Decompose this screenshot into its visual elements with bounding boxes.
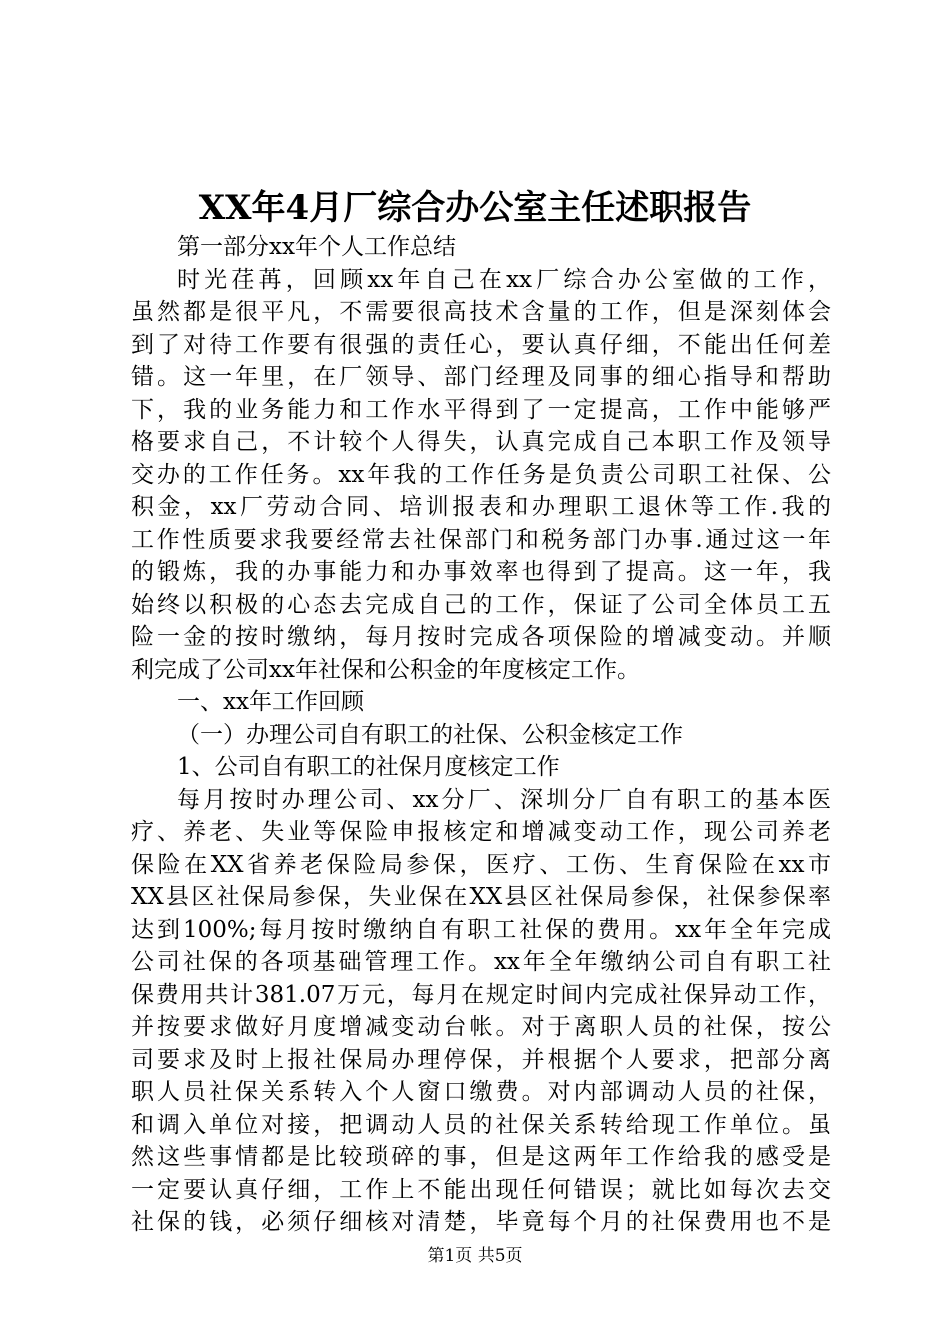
body-text-line: 积金，xx厂劳动合同、培训报表和办理职工退休等工作.我的 bbox=[131, 494, 831, 520]
body-text-line: 一定要认真仔细，工作上不能出现任何错误；就比如每次去交 bbox=[131, 1176, 831, 1203]
document-title: XX年4月厂综合办公室主任述职报告 bbox=[198, 188, 752, 228]
body-text-line: 利完成了公司xx年社保和公积金的年度核定工作。 bbox=[131, 656, 640, 683]
body-text-line: 的锻炼，我的办事能力和办事效率也得到了提高。这一年，我 bbox=[131, 559, 831, 585]
body-text-line: 始终以积极的心态去完成自己的工作，保证了公司全体员工五 bbox=[131, 591, 831, 618]
body-text-line: 交办的工作任务。xx年我的工作任务是负责公司职工社保、公 bbox=[131, 461, 831, 488]
body-text-line: XX县区社保局参保，失业保在XX县区社保局参保，社保参保率 bbox=[131, 884, 831, 910]
body-text-line: 险一金的按时缴纳，每月按时完成各项保险的增减变动。并顺 bbox=[131, 624, 831, 650]
body-text-line: 每月按时办理公司、xx分厂、深圳分厂自有职工的基本医 bbox=[177, 786, 831, 813]
body-text-line: 疗、养老、失业等保险申报核定和增减变动工作，现公司养老 bbox=[131, 819, 831, 845]
page-footer: 第1页 共5页 bbox=[427, 1246, 523, 1266]
body-text-line: 到了对待工作要有很强的责任心，要认真仔细，不能出任何差 bbox=[131, 331, 831, 358]
body-text-line: 工作性质要求我要经常去社保部门和税务部门办事.通过这一年 bbox=[131, 526, 831, 553]
body-text-line: 虽然都是很平凡，不需要很高技术含量的工作，但是深刻体会 bbox=[131, 299, 831, 325]
body-text-line: 保险在XX省养老保险局参保，医疗、工伤、生育保险在xx市 bbox=[131, 851, 831, 878]
body-text-line: 达到100%;每月按时缴纳自有职工社保的费用。xx年全年完成 bbox=[131, 916, 831, 943]
body-text-line: 保费用共计381.07万元，每月在规定时间内完成社保异动工作， bbox=[131, 981, 831, 1008]
body-text-line: 第一部分xx年个人工作总结 bbox=[177, 234, 456, 260]
body-text-line: 并按要求做好月度增减变动台帐。对于离职人员的社保，按公 bbox=[131, 1014, 831, 1040]
body-text-line: 错。这一年里，在厂领导、部门经理及同事的细心指导和帮助 bbox=[131, 364, 831, 390]
body-text-line: 然这些事情都是比较琐碎的事，但是这两年工作给我的感受是 bbox=[131, 1144, 831, 1170]
body-text-line: 社保的钱，必须仔细核对清楚，毕竟每个月的社保费用也不是 bbox=[131, 1209, 831, 1235]
document-body bbox=[131, 231, 831, 1239]
body-text-line: 1、公司自有职工的社保月度核定工作 bbox=[177, 754, 560, 780]
body-text-line: 公司社保的各项基础管理工作。xx年全年缴纳公司自有职工社 bbox=[131, 949, 831, 975]
body-text-line: （一）办理公司自有职工的社保、公积金核定工作 bbox=[177, 721, 683, 748]
body-text-line: 一、xx年工作回顾 bbox=[177, 689, 364, 715]
body-text-line: 职人员社保关系转入个人窗口缴费。对内部调动人员的社保， bbox=[131, 1079, 831, 1105]
body-text-line: 下，我的业务能力和工作水平得到了一定提高，工作中能够严 bbox=[131, 396, 831, 423]
body-text-line: 和调入单位对接，把调动人员的社保关系转给现工作单位。虽 bbox=[131, 1111, 831, 1138]
body-text-line: 时光荏苒，回顾xx年自己在xx厂综合办公室做的工作， bbox=[177, 266, 831, 293]
body-text-line: 格要求自己，不计较个人得失，认真完成自己本职工作及领导 bbox=[131, 429, 831, 455]
body-text-line: 司要求及时上报社保局办理停保，并根据个人要求，把部分离 bbox=[131, 1046, 831, 1073]
